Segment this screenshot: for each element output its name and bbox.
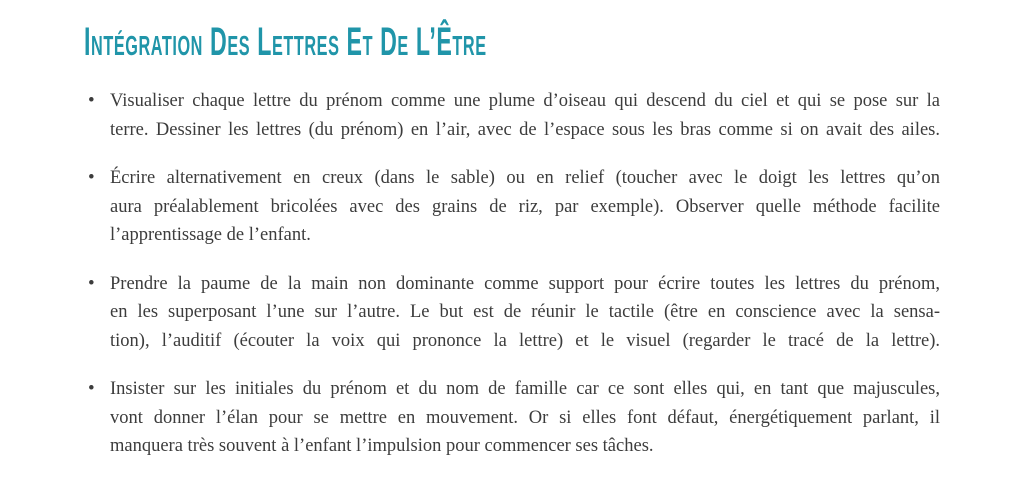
list-item bbox=[88, 87, 1024, 144]
bullet-icon: • bbox=[88, 167, 95, 188]
paragraph bbox=[110, 270, 940, 356]
bullet-icon: • bbox=[88, 378, 95, 399]
text-line: terre. Dessiner les lettres (du prénom) en l’air, avec de l’espace sous les bras comme si on avait des ailes. bbox=[110, 119, 940, 140]
paragraph bbox=[110, 164, 940, 250]
list-item bbox=[88, 375, 1024, 461]
bullet-icon: • bbox=[88, 272, 95, 294]
text-line: tion), l’auditif (écouter la voix qui prononce la lettre) et le visuel (regarder le tracé de la lettre). bbox=[110, 330, 940, 351]
bullet-icon: • bbox=[88, 90, 95, 111]
list-item bbox=[88, 270, 1024, 356]
list-item bbox=[88, 164, 1024, 250]
page-title: Intégration Des Lettres Et De L’Être bbox=[84, 20, 487, 64]
paragraph bbox=[110, 375, 940, 461]
paragraph bbox=[110, 87, 940, 144]
bullet-list bbox=[88, 87, 1024, 461]
text-line: Insister sur les initiales du prénom et du nom de famille car ce sont elles qui, en tant que majuscules, bbox=[110, 379, 940, 399]
text-line: l’apprentissage de l’enfant. bbox=[110, 225, 311, 245]
text-line: vont donner l’élan pour se mettre en mouvement. Or si elles font défaut, énergétiquement parlant, il bbox=[110, 407, 940, 428]
text-line: Prendre la paume de la main non dominante comme support pour écrire toutes les lettres du prénom, bbox=[110, 273, 940, 294]
text-line: Écrire alternativement en creux (dans le sable) ou en relief (toucher avec le doigt les lettres qu’on bbox=[110, 168, 940, 188]
text-line: en les superposant l’une sur l’autre. Le but est de réunir le tactile (être en conscience avec la sensa- bbox=[110, 302, 940, 322]
text-line: manquera très souvent à l’enfant l’impulsion pour commencer ses tâches. bbox=[110, 436, 654, 456]
text-line: Visualiser chaque lettre du prénom comme une plume d’oiseau qui descend du ciel et qui se pose sur la bbox=[110, 91, 940, 111]
text-line: aura préalablement bricolées avec des grains de riz, par exemple). Observer quelle méthode facilite bbox=[110, 196, 940, 217]
